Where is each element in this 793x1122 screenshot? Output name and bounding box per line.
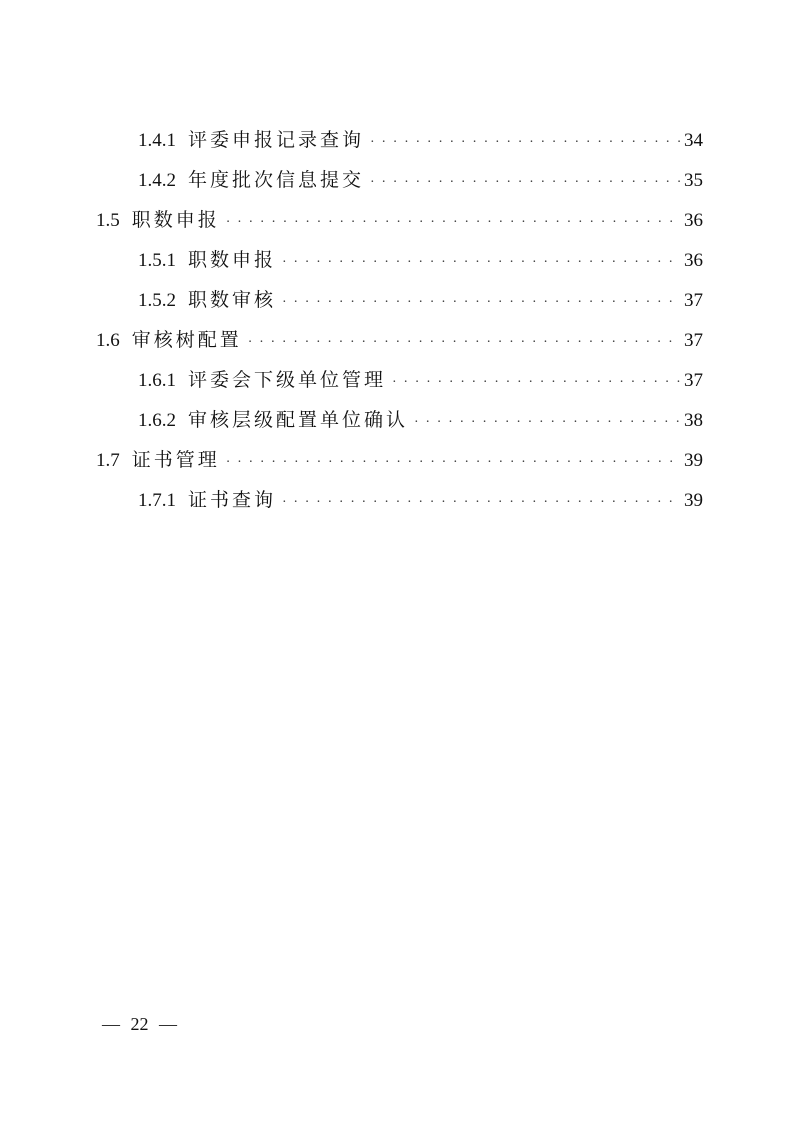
toc-entry-title: 职数申报 <box>188 249 277 271</box>
toc-entry-1-5-1[interactable] <box>96 244 703 284</box>
toc-entry-1-7[interactable] <box>96 444 703 484</box>
toc-dot-leader <box>226 447 680 479</box>
toc-entry-title: 职数审核 <box>188 289 277 311</box>
toc-entry-number: 1.6 <box>96 330 120 351</box>
toc-entry-number: 1.6.1 <box>138 370 176 391</box>
toc-entry-number: 1.5.1 <box>138 250 176 271</box>
toc-entry-number: 1.4.1 <box>138 130 176 151</box>
toc-dot-leader <box>414 407 680 439</box>
toc-entry-number: 1.7 <box>96 450 120 471</box>
toc-dot-leader <box>282 487 680 519</box>
toc-entry-page: 37 <box>684 330 703 351</box>
toc-dot-leader <box>282 247 680 279</box>
toc-dot-leader <box>370 167 680 199</box>
toc-dot-leader <box>392 367 680 399</box>
table-of-contents <box>96 124 703 524</box>
toc-entry-number: 1.5.2 <box>138 290 176 311</box>
toc-entry-title: 审核层级配置单位确认 <box>188 409 409 431</box>
toc-entry-page: 34 <box>684 130 703 151</box>
toc-entry-page: 36 <box>684 210 703 231</box>
footer-dash-left: — <box>102 1014 120 1034</box>
toc-entry-1-4-1[interactable] <box>96 124 703 164</box>
toc-entry-title: 审核树配置 <box>131 329 242 351</box>
toc-entry-page: 37 <box>684 370 703 391</box>
toc-entry-title: 证书查询 <box>188 489 277 511</box>
toc-entry-1-6-2[interactable] <box>96 404 703 444</box>
toc-entry-title: 证书管理 <box>131 449 220 471</box>
toc-entry-number: 1.7.1 <box>138 490 176 511</box>
toc-dot-leader <box>282 287 680 319</box>
toc-dot-leader <box>370 127 680 159</box>
toc-entry-page: 37 <box>684 290 703 311</box>
toc-dot-leader <box>248 327 680 359</box>
toc-dot-leader <box>226 207 680 239</box>
page-footer <box>96 1014 183 1035</box>
toc-entry-1-6-1[interactable] <box>96 364 703 404</box>
toc-entry-number: 1.4.2 <box>138 170 176 191</box>
toc-entry-number: 1.6.2 <box>138 410 176 431</box>
toc-entry-1-5-2[interactable] <box>96 284 703 324</box>
toc-entry-1-4-2[interactable] <box>96 164 703 204</box>
toc-entry-title: 评委申报记录查询 <box>188 129 365 151</box>
toc-entry-page: 39 <box>684 490 703 511</box>
toc-entry-page: 36 <box>684 250 703 271</box>
toc-entry-page: 38 <box>684 410 703 431</box>
footer-dash-right: — <box>159 1014 177 1034</box>
toc-entry-1-7-1[interactable] <box>96 484 703 524</box>
toc-entry-number: 1.5 <box>96 210 120 231</box>
toc-entry-1-5[interactable] <box>96 204 703 244</box>
toc-entry-1-6[interactable] <box>96 324 703 364</box>
toc-entry-title: 职数申报 <box>131 209 220 231</box>
page-number: 22 <box>130 1014 149 1034</box>
toc-entry-title: 评委会下级单位管理 <box>188 369 387 391</box>
toc-entry-page: 35 <box>684 170 703 191</box>
toc-entry-page: 39 <box>684 450 703 471</box>
toc-entry-title: 年度批次信息提交 <box>188 169 365 191</box>
